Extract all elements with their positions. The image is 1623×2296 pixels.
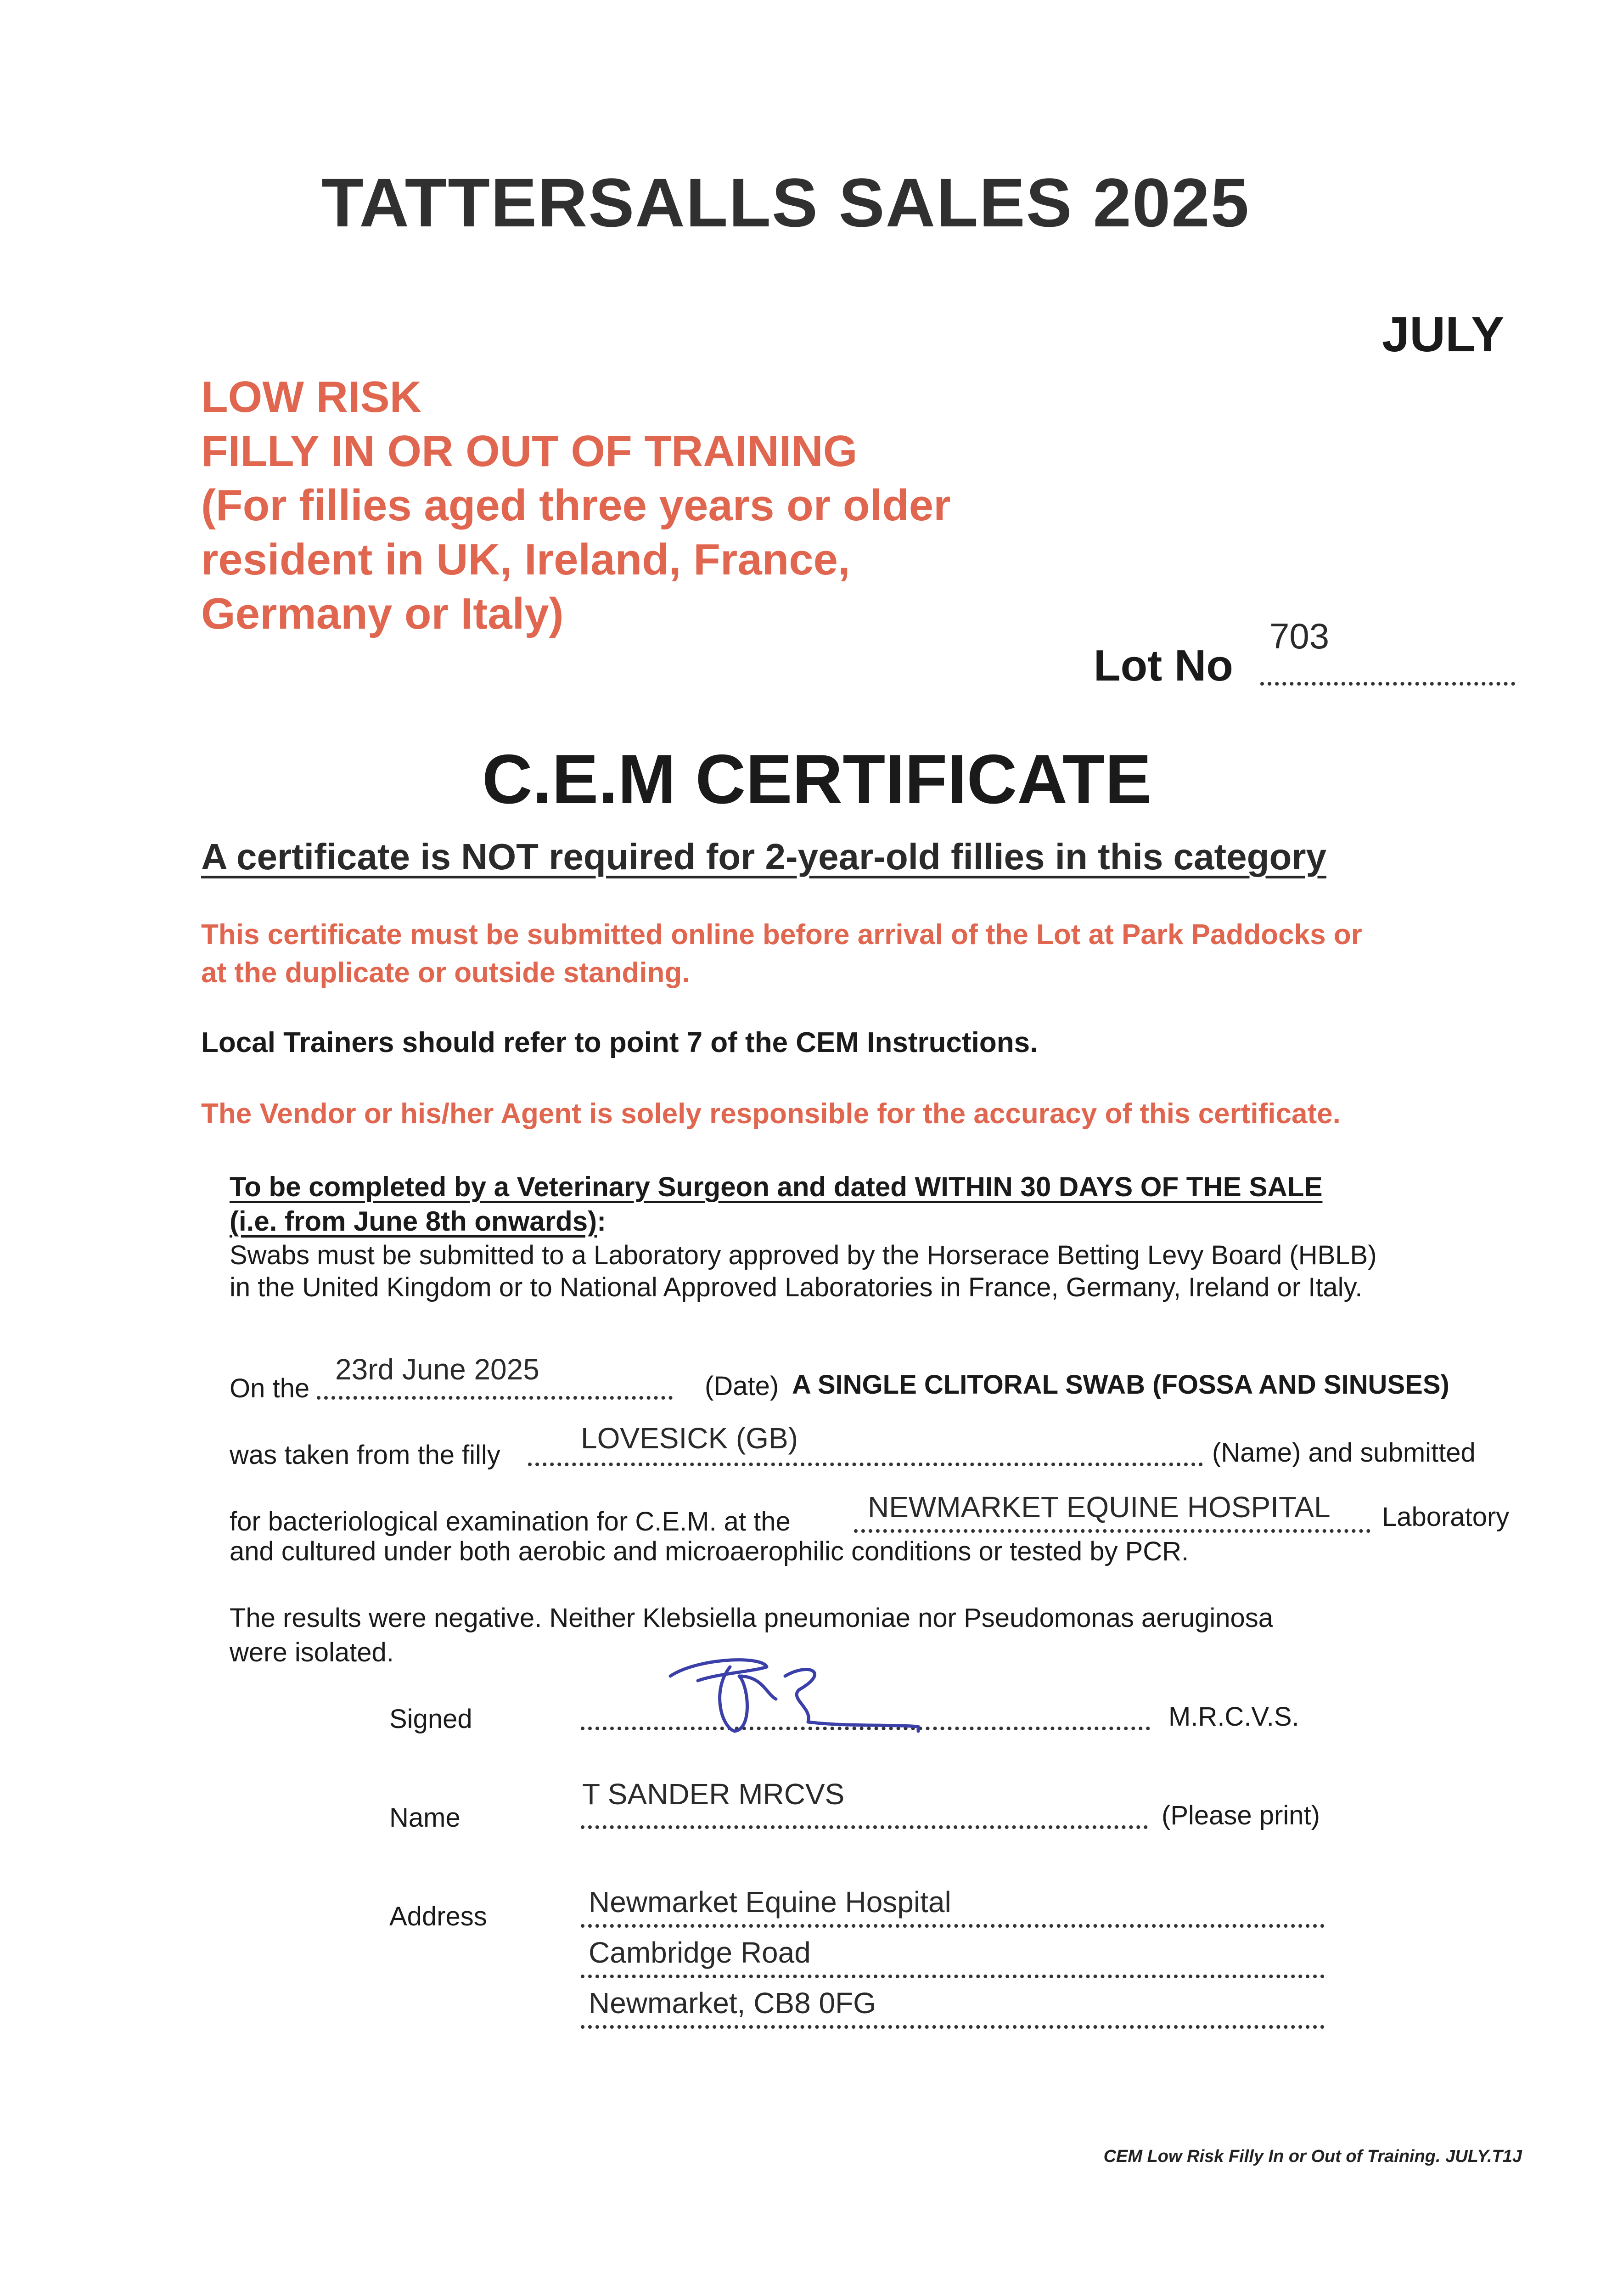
address-line-1[interactable]: Newmarket Equine Hospital (589, 1885, 951, 1919)
laboratory-dotted-line (854, 1529, 1370, 1533)
name-label: Name (389, 1803, 461, 1833)
laboratory-field[interactable]: NEWMARKET EQUINE HOSPITAL (868, 1491, 1331, 1524)
submit-notice-line-2: at the duplicate or outside standing. (201, 957, 690, 989)
vendor-notice: The Vendor or his/her Agent is solely responsible for the accuracy of this certificate. (201, 1098, 1341, 1130)
filly-name-field[interactable]: LOVESICK (GB) (581, 1422, 798, 1455)
lot-value[interactable]: 703 (1269, 616, 1330, 656)
date-dotted-line (317, 1396, 673, 1400)
filly-dotted-line (528, 1463, 1203, 1466)
filly-name-label: (Name) and submitted (1212, 1438, 1476, 1468)
certificate-title: C.E.M CERTIFICATE (482, 740, 1152, 818)
swab-description: A SINGLE CLITORAL SWAB (FOSSA AND SINUSES) (792, 1370, 1449, 1400)
address-dotted-line-1 (581, 1924, 1325, 1928)
address-dotted-line-3 (581, 2025, 1325, 2029)
vet-signature[interactable] (661, 1649, 937, 1754)
name-dotted-line (581, 1825, 1148, 1829)
form-reference-footer: CEM Low Risk Filly In or Out of Training. JULY.T1J (1103, 2147, 1522, 2166)
vet-instruction-line-1: To be completed by a Veterinary Surgeon and dated WITHIN 30 DAYS OF THE SALE (230, 1171, 1323, 1202)
address-label: Address (389, 1902, 487, 1931)
laboratory-label: Laboratory (1382, 1502, 1510, 1532)
vet-instruction-line-2 (230, 1205, 606, 1237)
date-field[interactable]: 23rd June 2025 (335, 1353, 539, 1386)
results-line-1: The results were negative. Neither Klebsiella pneumoniae nor Pseudomonas aeruginosa (230, 1603, 1274, 1633)
swabs-line-1: Swabs must be submitted to a Laboratory approved by the Horserace Betting Levy Board (HBLB) (230, 1240, 1377, 1270)
address-dotted-line-2 (581, 1975, 1325, 1978)
category-line-4: resident in UK, Ireland, France, (201, 535, 850, 584)
vet-date-window: (i.e. from June 8th onwards) (230, 1206, 597, 1237)
on-the-label: On the (230, 1373, 310, 1403)
mrcvs-label: M.R.C.V.S. (1168, 1702, 1299, 1732)
cultured-text: and cultured under both aerobic and microaerophilic conditions or tested by PCR. (230, 1536, 1189, 1566)
please-print-label: (Please print) (1162, 1801, 1320, 1830)
submit-notice-line-1: This certificate must be submitted online before arrival of the Lot at Park Paddocks or (201, 919, 1362, 951)
taken-from-label: was taken from the filly (230, 1440, 500, 1470)
lot-label: Lot No (1094, 641, 1233, 690)
address-line-2[interactable]: Cambridge Road (589, 1936, 811, 1969)
page-title: TATTERSALLS SALES 2025 (321, 164, 1250, 241)
sale-month: JULY (1382, 306, 1505, 362)
exam-text: for bacteriological examination for C.E.M. at the (230, 1507, 791, 1536)
swabs-line-2: in the United Kingdom or to National Approved Laboratories in France, Germany, Ireland or Italy. (230, 1272, 1363, 1302)
local-trainers-notice: Local Trainers should refer to point 7 of the CEM Instructions. (201, 1027, 1038, 1058)
vet-instruction-colon: : (597, 1206, 607, 1237)
category-line-1: LOW RISK (201, 372, 421, 422)
vet-name-field[interactable]: T SANDER MRCVS (582, 1778, 845, 1811)
results-line-2: were isolated. (230, 1638, 394, 1667)
category-line-2: FILLY IN OR OUT OF TRAINING (201, 427, 858, 476)
signed-label: Signed (389, 1704, 472, 1734)
category-line-3: (For fillies aged three years or older (201, 481, 951, 530)
category-line-5: Germany or Italy) (201, 589, 564, 638)
address-line-3[interactable]: Newmarket, CB8 0FG (589, 1986, 876, 2020)
date-label: (Date) (705, 1371, 779, 1401)
lot-dotted-line (1260, 682, 1515, 686)
not-required-notice: A certificate is NOT required for 2-year-old fillies in this category (201, 836, 1327, 877)
